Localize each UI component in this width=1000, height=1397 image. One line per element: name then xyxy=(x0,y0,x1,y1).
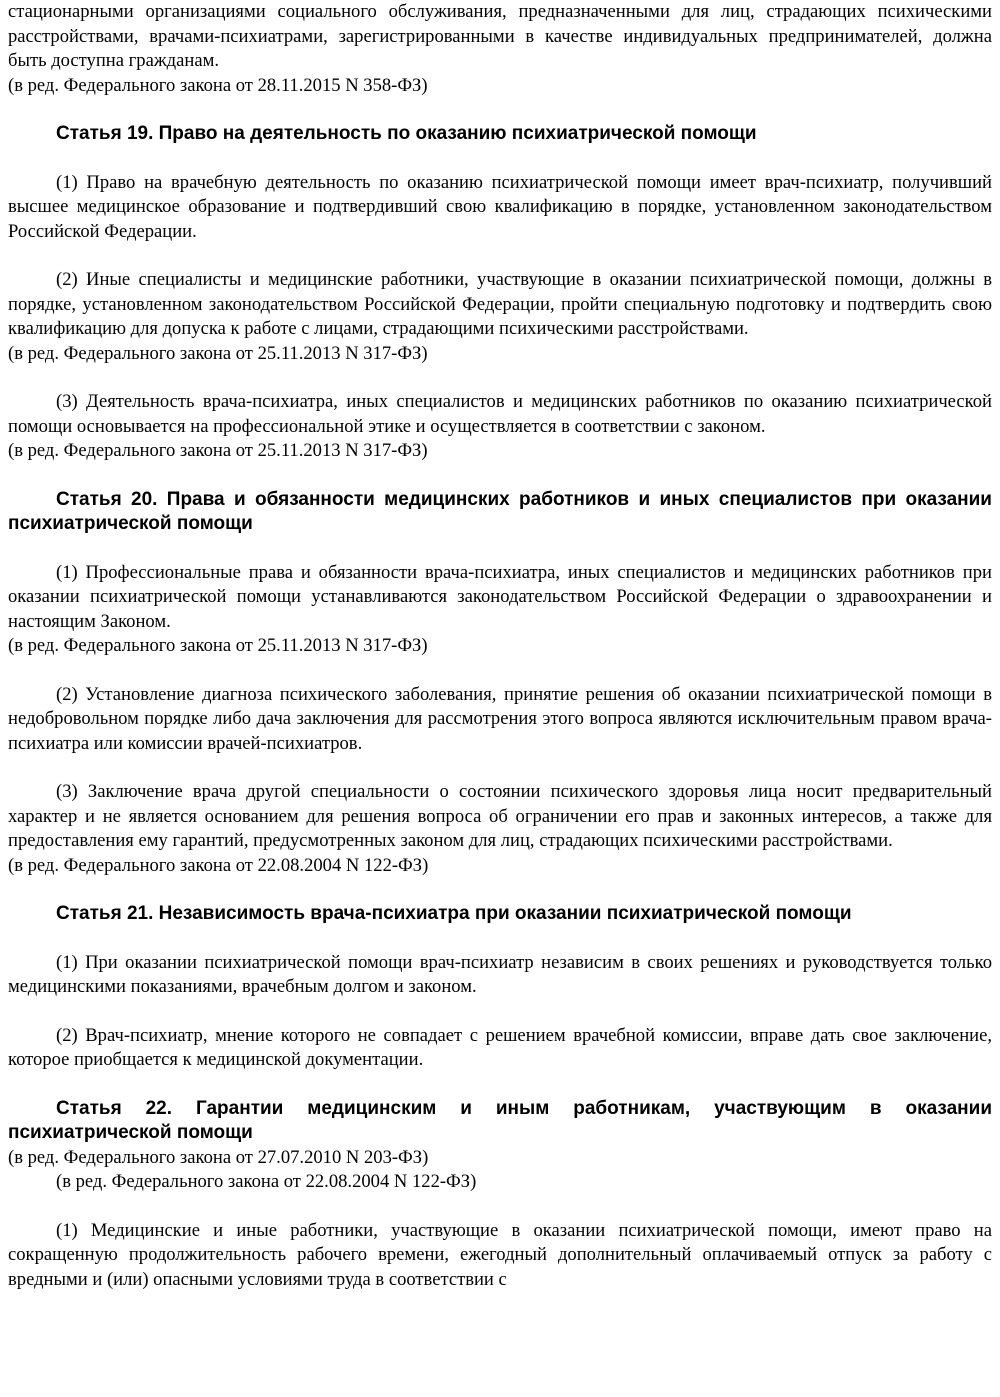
article-19-paragraph-1: (1) Право на врачебную деятельность по оказанию психиатрической помощи имеет врач-психиатр, получивший высшее медицинское образование и подтвердивший свою квалификацию в порядке, установленном законодательством Российской Федерации. xyxy=(8,171,992,242)
intro-amendment-note: (в ред. Федерального закона от 28.11.2015 N 358-ФЗ) xyxy=(8,74,428,96)
article-20-paragraph-1: (1) Профессиональные права и обязанности врача-психиатра, иных специалистов и медицинских работников при оказании психиатрической помощи устанавливаются законодательством Российской Федерации о здравоохранении и настоящим Законом. xyxy=(8,561,992,632)
article-20-paragraph-1-note: (в ред. Федерального закона от 25.11.2013 N 317-ФЗ) xyxy=(8,635,428,656)
article-20-paragraph-3-note: (в ред. Федерального закона от 22.08.2004 N 122-ФЗ) xyxy=(8,854,429,876)
article-22-amendment-note-2: (в ред. Федерального закона от 22.08.2004 N 122-ФЗ) xyxy=(56,1171,477,1192)
article-21-heading: Статья 21. Независимость врача-психиатра при оказании психиатрической помощи xyxy=(56,903,852,924)
intro-paragraph: стационарными организациями социального обслуживания, предназначенными для лиц, страдающих психическими расстройствами, врачами-психиатрами, зарегистрированными в качестве индивидуальных предпринимателей, должна быть доступна гражданам. xyxy=(8,1,992,71)
article-20-heading: Статья 20. Права и обязанности медицинских работников и иных специалистов при оказании психиатрической помощи xyxy=(8,488,992,534)
article-20-paragraph-2: (2) Установление диагноза психического заболевания, принятие решения об оказании психиатрической помощи в недобровольном порядке либо дача заключения для рассмотрения этого вопроса являются исключительным правом врача-психиатра или комиссии врачей-психиатров. xyxy=(8,683,992,754)
article-22-paragraph-1: (1) Медицинские и иные работники, участвующие в оказании психиатрической помощи, имеют право на сокращенную продолжительность рабочего времени, ежегодный дополнительный оплачиваемый отпуск за работу с вредными и (или) опасными условиями труда в соответствии с xyxy=(8,1219,992,1290)
article-21-paragraph-2: (2) Врач-психиатр, мнение которого не совпадает с решением врачебной комиссии, вправе дать свое заключение, которое приобщается к медицинской документации. xyxy=(8,1024,992,1070)
article-19-paragraph-2-note: (в ред. Федерального закона от 25.11.2013 N 317-ФЗ) xyxy=(8,342,428,364)
article-19-heading: Статья 19. Право на деятельность по оказанию психиатрической помощи xyxy=(56,123,757,144)
article-21-paragraph-1: (1) При оказании психиатрической помощи врач-психиатр независим в своих решениях и руководствуется только медицинскими показаниями, врачебным долгом и законом. xyxy=(8,951,992,997)
article-19-paragraph-3-note: (в ред. Федерального закона от 25.11.2013 N 317-ФЗ) xyxy=(8,440,428,461)
article-19-paragraph-2: (2) Иные специалисты и медицинские работники, участвующие в оказании психиатрической помощи, должны в порядке, установленном законодательством Российской Федерации, пройти специальную подготовку и подтвердить свою квалификацию для допуска к работе с лицами, страдающими психическими расстройствами. xyxy=(8,269,992,339)
article-20-paragraph-3: (3) Заключение врача другой специальности о состоянии психического здоровья лица носит предварительный характер и не является основанием для решения вопроса об ограничении его прав и законных интересов, а также для предоставления ему гарантий, предусмотренных законом для лиц, страдающих психическими расстройствами. xyxy=(8,781,992,851)
article-22-heading: Статья 22. Гарантии медицинским и иным работникам, участвующим в оказании психиатрической помощи xyxy=(8,1097,992,1143)
article-19-paragraph-3: (3) Деятельность врача-психиатра, иных специалистов и медицинских работников по оказанию психиатрической помощи основывается на профессиональной этике и осуществляется в соответствии с законом. xyxy=(8,391,992,437)
article-22-amendment-note-1: (в ред. Федерального закона от 27.07.2010 N 203-ФЗ) xyxy=(8,1146,429,1168)
